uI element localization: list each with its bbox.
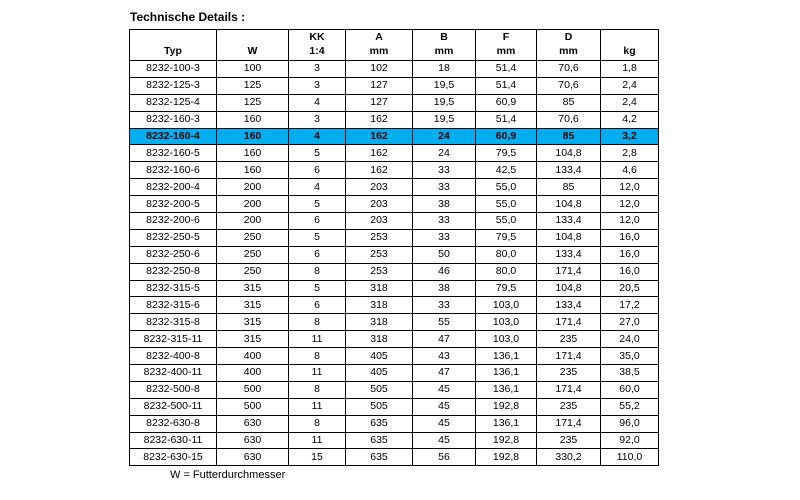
cell-w: 630 — [217, 432, 289, 449]
cell-w: 160 — [217, 162, 289, 179]
cell-f: 192,8 — [476, 449, 537, 466]
table-row — [130, 145, 659, 162]
cell-b: 46 — [413, 263, 476, 280]
cell-d: 171,4 — [537, 314, 601, 331]
cell-kg: 12,0 — [601, 213, 659, 230]
table-row — [130, 162, 659, 179]
cell-typ: 8232-500-8 — [130, 381, 217, 398]
cell-kk: 8 — [289, 381, 346, 398]
cell-f: 136,1 — [476, 415, 537, 432]
cell-typ: 8232-630-15 — [130, 449, 217, 466]
column-header-top: F — [502, 31, 510, 43]
cell-d: 133,4 — [537, 246, 601, 263]
cell-typ: 8232-315-5 — [130, 280, 217, 297]
cell-b: 43 — [413, 348, 476, 365]
cell-a: 635 — [346, 432, 413, 449]
cell-a: 162 — [346, 111, 413, 128]
column-header-bottom: W — [247, 45, 258, 57]
section-title: Technische Details : — [130, 10, 246, 24]
cell-d: 171,4 — [537, 348, 601, 365]
cell-kk: 5 — [289, 280, 346, 297]
cell-d: 235 — [537, 331, 601, 348]
column-header-bottom: 1:4 — [309, 45, 325, 57]
cell-f: 51,4 — [476, 61, 537, 78]
cell-typ: 8232-315-8 — [130, 314, 217, 331]
cell-kg: 12,0 — [601, 196, 659, 213]
cell-kg: 12,0 — [601, 179, 659, 196]
cell-f: 42,5 — [476, 162, 537, 179]
cell-a: 318 — [346, 280, 413, 297]
cell-kg: 16,0 — [601, 229, 659, 246]
cell-a: 162 — [346, 145, 413, 162]
column-header-kk — [289, 30, 346, 61]
cell-kg: 96,0 — [601, 415, 659, 432]
cell-kk: 4 — [289, 128, 346, 145]
cell-w: 200 — [217, 196, 289, 213]
cell-kg: 16,0 — [601, 246, 659, 263]
cell-kk: 6 — [289, 213, 346, 230]
cell-typ: 8232-400-11 — [130, 365, 217, 382]
cell-a: 318 — [346, 331, 413, 348]
cell-a: 253 — [346, 246, 413, 263]
table-body — [130, 61, 659, 466]
table-row — [130, 246, 659, 263]
table-row — [130, 449, 659, 466]
cell-d: 85 — [537, 128, 601, 145]
cell-typ: 8232-160-6 — [130, 162, 217, 179]
cell-w: 160 — [217, 145, 289, 162]
cell-b: 24 — [413, 128, 476, 145]
cell-typ: 8232-630-11 — [130, 432, 217, 449]
cell-f: 79,5 — [476, 280, 537, 297]
cell-kk: 11 — [289, 331, 346, 348]
cell-typ: 8232-250-8 — [130, 263, 217, 280]
cell-b: 47 — [413, 331, 476, 348]
table-row — [130, 365, 659, 382]
cell-b: 33 — [413, 229, 476, 246]
cell-b: 19,5 — [413, 77, 476, 94]
cell-typ: 8232-315-11 — [130, 331, 217, 348]
cell-b: 56 — [413, 449, 476, 466]
cell-typ: 8232-200-5 — [130, 196, 217, 213]
cell-kk: 5 — [289, 229, 346, 246]
column-header-kg — [601, 30, 659, 61]
cell-f: 136,1 — [476, 381, 537, 398]
cell-a: 203 — [346, 196, 413, 213]
column-header-w — [217, 30, 289, 61]
cell-kk: 11 — [289, 365, 346, 382]
column-header-typ — [130, 30, 217, 61]
cell-typ: 8232-200-6 — [130, 213, 217, 230]
cell-w: 315 — [217, 297, 289, 314]
column-header-bottom: mm — [369, 45, 389, 57]
cell-f: 60,9 — [476, 94, 537, 111]
table-row — [130, 263, 659, 280]
cell-b: 19,5 — [413, 111, 476, 128]
table-row — [130, 297, 659, 314]
cell-kg: 16,0 — [601, 263, 659, 280]
cell-kk: 8 — [289, 314, 346, 331]
cell-w: 160 — [217, 128, 289, 145]
table-row — [130, 61, 659, 78]
cell-a: 253 — [346, 263, 413, 280]
cell-d: 133,4 — [537, 213, 601, 230]
cell-typ: 8232-630-8 — [130, 415, 217, 432]
cell-d: 85 — [537, 94, 601, 111]
cell-typ: 8232-125-3 — [130, 77, 217, 94]
column-header-d — [537, 30, 601, 61]
cell-f: 136,1 — [476, 348, 537, 365]
cell-kg: 20,5 — [601, 280, 659, 297]
cell-a: 405 — [346, 348, 413, 365]
cell-w: 400 — [217, 365, 289, 382]
cell-kk: 8 — [289, 348, 346, 365]
cell-f: 60,9 — [476, 128, 537, 145]
cell-kk: 6 — [289, 297, 346, 314]
column-header-bottom: mm — [496, 45, 516, 57]
cell-w: 315 — [217, 280, 289, 297]
table-row — [130, 229, 659, 246]
cell-w: 250 — [217, 263, 289, 280]
table-row — [130, 432, 659, 449]
cell-typ: 8232-160-5 — [130, 145, 217, 162]
cell-d: 133,4 — [537, 162, 601, 179]
cell-kg: 2,4 — [601, 77, 659, 94]
column-header-top: B — [440, 31, 448, 43]
cell-f: 103,0 — [476, 331, 537, 348]
column-header-top: KK — [309, 31, 325, 43]
cell-w: 400 — [217, 348, 289, 365]
cell-typ: 8232-250-5 — [130, 229, 217, 246]
cell-kk: 5 — [289, 145, 346, 162]
cell-kk: 8 — [289, 415, 346, 432]
cell-d: 104,8 — [537, 196, 601, 213]
cell-typ: 8232-125-4 — [130, 94, 217, 111]
table-row — [130, 381, 659, 398]
cell-kk: 3 — [289, 111, 346, 128]
cell-f: 192,8 — [476, 432, 537, 449]
table-header-row — [130, 30, 659, 61]
cell-w: 630 — [217, 449, 289, 466]
cell-kk: 4 — [289, 179, 346, 196]
cell-w: 315 — [217, 331, 289, 348]
cell-a: 203 — [346, 213, 413, 230]
table-row — [130, 111, 659, 128]
cell-a: 635 — [346, 415, 413, 432]
footnote: W = Futterdurchmesser — [170, 469, 286, 481]
table-row — [130, 348, 659, 365]
cell-kg: 4,2 — [601, 111, 659, 128]
cell-typ: 8232-250-6 — [130, 246, 217, 263]
cell-b: 24 — [413, 145, 476, 162]
technical-details-table — [129, 29, 659, 466]
cell-w: 250 — [217, 246, 289, 263]
cell-kk: 3 — [289, 77, 346, 94]
cell-b: 45 — [413, 432, 476, 449]
column-header-top — [130, 30, 216, 44]
column-header-top — [217, 30, 288, 44]
cell-a: 635 — [346, 449, 413, 466]
cell-a: 162 — [346, 128, 413, 145]
cell-w: 125 — [217, 77, 289, 94]
table-row — [130, 415, 659, 432]
cell-f: 51,4 — [476, 77, 537, 94]
cell-f: 192,8 — [476, 398, 537, 415]
cell-b: 19,5 — [413, 94, 476, 111]
table-row — [130, 280, 659, 297]
cell-b: 38 — [413, 280, 476, 297]
cell-kg: 2,8 — [601, 145, 659, 162]
cell-w: 500 — [217, 398, 289, 415]
cell-b: 38 — [413, 196, 476, 213]
cell-f: 80,0 — [476, 246, 537, 263]
cell-kk: 6 — [289, 246, 346, 263]
cell-kk: 3 — [289, 61, 346, 78]
table-row — [130, 398, 659, 415]
cell-kg: 24,0 — [601, 331, 659, 348]
cell-a: 102 — [346, 61, 413, 78]
cell-f: 103,0 — [476, 297, 537, 314]
cell-a: 162 — [346, 162, 413, 179]
cell-w: 200 — [217, 179, 289, 196]
cell-typ: 8232-315-6 — [130, 297, 217, 314]
cell-d: 235 — [537, 365, 601, 382]
cell-w: 500 — [217, 381, 289, 398]
column-header-top — [601, 30, 658, 44]
cell-f: 79,5 — [476, 229, 537, 246]
column-header-f — [476, 30, 537, 61]
table-row-highlighted — [130, 128, 659, 145]
table-row — [130, 213, 659, 230]
column-header-bottom: Typ — [164, 45, 182, 57]
cell-f: 79,5 — [476, 145, 537, 162]
cell-a: 505 — [346, 381, 413, 398]
cell-typ: 8232-400-8 — [130, 348, 217, 365]
table-row — [130, 179, 659, 196]
cell-b: 55 — [413, 314, 476, 331]
cell-d: 104,8 — [537, 145, 601, 162]
cell-kk: 11 — [289, 398, 346, 415]
cell-kk: 5 — [289, 196, 346, 213]
cell-d: 70,6 — [537, 111, 601, 128]
cell-w: 160 — [217, 111, 289, 128]
table-row — [130, 94, 659, 111]
cell-a: 203 — [346, 179, 413, 196]
cell-a: 318 — [346, 314, 413, 331]
cell-typ: 8232-200-4 — [130, 179, 217, 196]
cell-b: 47 — [413, 365, 476, 382]
cell-w: 100 — [217, 61, 289, 78]
cell-d: 133,4 — [537, 297, 601, 314]
cell-a: 405 — [346, 365, 413, 382]
column-header-b — [413, 30, 476, 61]
cell-d: 235 — [537, 432, 601, 449]
cell-f: 55,0 — [476, 179, 537, 196]
cell-kg: 110,0 — [601, 449, 659, 466]
cell-kg: 1,8 — [601, 61, 659, 78]
cell-f: 55,0 — [476, 196, 537, 213]
cell-kg: 2,4 — [601, 94, 659, 111]
cell-kg: 55,2 — [601, 398, 659, 415]
cell-kk: 8 — [289, 263, 346, 280]
cell-b: 45 — [413, 398, 476, 415]
cell-b: 33 — [413, 162, 476, 179]
table-row — [130, 196, 659, 213]
cell-f: 55,0 — [476, 213, 537, 230]
cell-b: 33 — [413, 297, 476, 314]
cell-b: 50 — [413, 246, 476, 263]
cell-f: 51,4 — [476, 111, 537, 128]
cell-w: 125 — [217, 94, 289, 111]
cell-f: 103,0 — [476, 314, 537, 331]
cell-kg: 35,0 — [601, 348, 659, 365]
cell-kg: 92,0 — [601, 432, 659, 449]
cell-kk: 6 — [289, 162, 346, 179]
cell-b: 45 — [413, 415, 476, 432]
cell-w: 630 — [217, 415, 289, 432]
cell-d: 104,8 — [537, 280, 601, 297]
cell-b: 18 — [413, 61, 476, 78]
column-header-top: A — [375, 31, 383, 43]
table-row — [130, 331, 659, 348]
cell-d: 104,8 — [537, 229, 601, 246]
cell-d: 70,6 — [537, 77, 601, 94]
table-row — [130, 77, 659, 94]
cell-w: 315 — [217, 314, 289, 331]
cell-typ: 8232-160-4 — [130, 128, 217, 145]
cell-kg: 60,0 — [601, 381, 659, 398]
cell-f: 136,1 — [476, 365, 537, 382]
column-header-a — [346, 30, 413, 61]
cell-kg: 17,2 — [601, 297, 659, 314]
cell-a: 318 — [346, 297, 413, 314]
cell-d: 171,4 — [537, 415, 601, 432]
cell-w: 250 — [217, 229, 289, 246]
cell-b: 45 — [413, 381, 476, 398]
table-row — [130, 314, 659, 331]
cell-b: 33 — [413, 213, 476, 230]
cell-kk: 11 — [289, 432, 346, 449]
cell-d: 330,2 — [537, 449, 601, 466]
cell-d: 70,6 — [537, 61, 601, 78]
cell-d: 235 — [537, 398, 601, 415]
cell-f: 80,0 — [476, 263, 537, 280]
cell-d: 171,4 — [537, 381, 601, 398]
cell-d: 171,4 — [537, 263, 601, 280]
cell-kk: 4 — [289, 94, 346, 111]
cell-kk: 15 — [289, 449, 346, 466]
column-header-bottom: kg — [623, 45, 636, 57]
cell-a: 253 — [346, 229, 413, 246]
column-header-bottom: mm — [434, 45, 454, 57]
cell-d: 85 — [537, 179, 601, 196]
cell-kg: 27,0 — [601, 314, 659, 331]
column-header-top: D — [564, 31, 573, 43]
cell-kg: 38,5 — [601, 365, 659, 382]
cell-kg: 4,6 — [601, 162, 659, 179]
cell-a: 505 — [346, 398, 413, 415]
cell-b: 33 — [413, 179, 476, 196]
cell-typ: 8232-100-3 — [130, 61, 217, 78]
cell-w: 200 — [217, 213, 289, 230]
cell-typ: 8232-500-11 — [130, 398, 217, 415]
cell-a: 127 — [346, 77, 413, 94]
column-header-bottom: mm — [559, 45, 578, 57]
cell-kg: 3,2 — [601, 128, 659, 145]
cell-a: 127 — [346, 94, 413, 111]
cell-typ: 8232-160-3 — [130, 111, 217, 128]
